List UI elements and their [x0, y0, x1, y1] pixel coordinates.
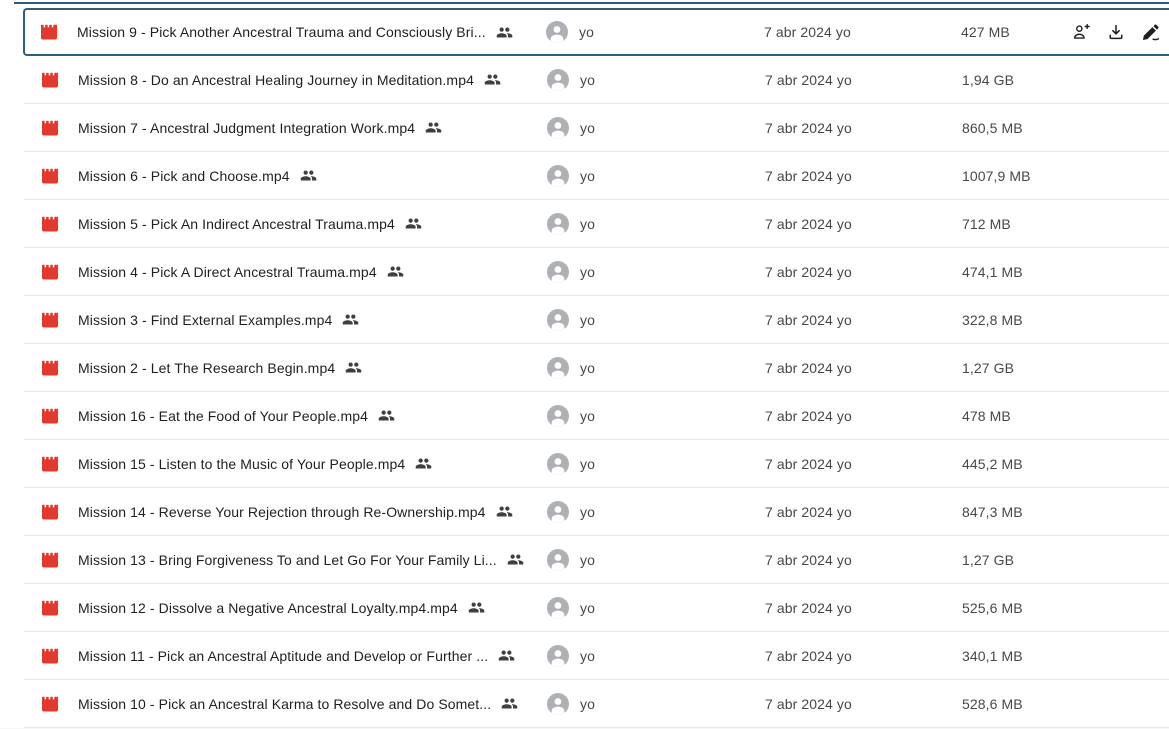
shared-people-icon [387, 263, 404, 280]
video-file-icon [42, 600, 78, 616]
file-name[interactable]: Mission 10 - Pick an Ancestral Karma to Resolve and Do Somet... [78, 695, 492, 712]
modified-label: 7 abr 2024 yo [765, 455, 852, 472]
modified-label: 7 abr 2024 yo [765, 551, 852, 568]
modified-label: 7 abr 2024 yo [764, 24, 851, 40]
file-name[interactable]: Mission 14 - Reverse Your Rejection through Re-Ownership.mp4 [78, 503, 486, 520]
shared-people-icon [342, 311, 359, 328]
size-label: 1,27 GB [962, 551, 1015, 568]
owner-cell [547, 597, 765, 619]
owner-cell [547, 165, 765, 187]
file-row[interactable] [24, 680, 1169, 728]
file-row[interactable] [24, 488, 1169, 536]
file-row[interactable] [24, 104, 1169, 152]
owner-cell [547, 405, 765, 427]
size-label: 474,1 MB [962, 263, 1023, 280]
avatar-person-icon [547, 453, 569, 475]
avatar-person-icon [547, 693, 569, 715]
modified-label: 7 abr 2024 yo [765, 71, 852, 88]
size-label: 1007,9 MB [962, 167, 1031, 184]
modified-label: 7 abr 2024 yo [765, 263, 852, 280]
size-label: 525,6 MB [962, 599, 1023, 616]
file-name-cell [78, 71, 547, 88]
file-name[interactable]: Mission 5 - Pick An Indirect Ancestral Trauma.mp4 [78, 215, 395, 232]
owner-label: yo [580, 551, 595, 568]
size-label: 860,5 MB [962, 119, 1023, 136]
owner-label: yo [580, 455, 595, 472]
size-label: 478 MB [962, 407, 1011, 424]
owner-label: yo [580, 119, 595, 136]
file-row[interactable] [24, 392, 1169, 440]
owner-label: yo [580, 647, 595, 664]
file-name-cell [77, 24, 546, 41]
video-file-icon [42, 552, 78, 568]
modified-label: 7 abr 2024 yo [765, 695, 852, 712]
file-row[interactable] [24, 536, 1169, 584]
owner-cell [547, 309, 765, 331]
video-file-icon [42, 504, 78, 520]
shared-people-icon [405, 215, 422, 232]
avatar-person-icon [547, 213, 569, 235]
file-row[interactable] [24, 584, 1169, 632]
video-file-icon [42, 264, 78, 280]
shared-people-icon [496, 24, 513, 41]
file-row[interactable] [24, 632, 1169, 680]
shared-people-icon [496, 503, 513, 520]
video-file-icon [42, 312, 78, 328]
file-name-cell [78, 407, 547, 424]
file-row[interactable] [24, 56, 1169, 104]
file-name[interactable]: Mission 4 - Pick A Direct Ancestral Trauma.mp4 [78, 263, 377, 280]
file-name-cell [78, 119, 547, 136]
pen-icon [1141, 22, 1161, 42]
avatar-person-icon [547, 69, 569, 91]
owner-cell [547, 261, 765, 283]
file-name[interactable]: Mission 7 - Ancestral Judgment Integration Work.mp4 [78, 119, 416, 136]
modified-label: 7 abr 2024 yo [765, 215, 852, 232]
owner-label: yo [580, 167, 595, 184]
size-label: 1,94 GB [962, 71, 1015, 88]
file-name[interactable]: Mission 11 - Pick an Ancestral Aptitude and Develop or Further ... [78, 647, 489, 664]
video-file-icon [42, 648, 78, 664]
shared-people-icon [378, 407, 395, 424]
owner-cell [547, 213, 765, 235]
shared-people-icon [468, 599, 485, 616]
owner-label: yo [580, 503, 595, 520]
person-add-icon [1071, 22, 1091, 42]
owner-label: yo [580, 311, 595, 328]
video-file-icon [42, 408, 78, 424]
size-label: 1,27 GB [962, 359, 1015, 376]
file-row[interactable] [24, 248, 1169, 296]
modified-label: 7 abr 2024 yo [765, 359, 852, 376]
avatar-person-icon [547, 597, 569, 619]
file-name-cell [78, 263, 547, 280]
owner-cell [547, 117, 765, 139]
owner-label: yo [579, 24, 594, 40]
video-file-icon [42, 168, 78, 184]
avatar-person-icon [547, 549, 569, 571]
owner-label: yo [580, 407, 595, 424]
size-label: 712 MB [962, 215, 1011, 232]
owner-cell [547, 645, 765, 667]
file-name-cell [78, 359, 547, 376]
owner-label: yo [580, 695, 595, 712]
video-file-icon [42, 360, 78, 376]
avatar-person-icon [547, 501, 569, 523]
shared-people-icon [498, 647, 515, 664]
share-button[interactable] [1071, 22, 1091, 42]
download-button[interactable] [1106, 22, 1126, 42]
size-label: 847,3 MB [962, 503, 1023, 520]
file-name-cell [78, 695, 547, 712]
video-file-icon [42, 72, 78, 88]
file-name[interactable]: Mission 8 - Do an Ancestral Healing Journey in Meditation.mp4 [78, 71, 474, 88]
owner-cell [547, 693, 765, 715]
owner-label: yo [580, 71, 595, 88]
file-name[interactable]: Mission 15 - Listen to the Music of Your People.mp4 [78, 455, 406, 472]
file-row[interactable] [24, 296, 1169, 344]
avatar-person-icon [546, 21, 568, 43]
owner-label: yo [580, 263, 595, 280]
file-row[interactable] [24, 344, 1169, 392]
avatar-person-icon [547, 261, 569, 283]
file-list [0, 8, 1169, 728]
shared-people-icon [425, 119, 442, 136]
file-name[interactable]: Mission 3 - Find External Examples.mp4 [78, 311, 333, 328]
file-name-cell [78, 599, 547, 616]
video-file-icon [42, 216, 78, 232]
video-file-icon [42, 120, 78, 136]
shared-people-icon [345, 359, 362, 376]
shared-people-icon [415, 455, 432, 472]
owner-label: yo [580, 215, 595, 232]
owner-cell [547, 549, 765, 571]
partial-selection-border-above [14, 2, 1169, 4]
file-name-cell [78, 551, 547, 568]
shared-people-icon [300, 167, 317, 184]
owner-cell [547, 357, 765, 379]
shared-people-icon [507, 551, 524, 568]
modified-label: 7 abr 2024 yo [765, 503, 852, 520]
modified-label: 7 abr 2024 yo [765, 647, 852, 664]
file-name-cell [78, 503, 547, 520]
shared-people-icon [484, 71, 501, 88]
file-name[interactable]: Mission 9 - Pick Another Ancestral Trauma and Consciously Bri... [77, 24, 486, 40]
file-row[interactable] [24, 440, 1169, 488]
size-label: 528,6 MB [962, 695, 1023, 712]
file-name-cell [78, 311, 547, 328]
video-file-icon [42, 456, 78, 472]
modified-label: 7 abr 2024 yo [765, 599, 852, 616]
file-name[interactable]: Mission 16 - Eat the Food of Your People.mp4 [78, 407, 369, 424]
avatar-person-icon [547, 117, 569, 139]
file-name[interactable]: Mission 13 - Bring Forgiveness To and Let Go For Your Family Li... [78, 551, 497, 568]
video-file-icon [42, 696, 78, 712]
file-name[interactable]: Mission 2 - Let The Research Begin.mp4 [78, 359, 336, 376]
file-name[interactable]: Mission 12 - Dissolve a Negative Ancestral Loyalty.mp4.mp4 [78, 599, 458, 616]
modified-label: 7 abr 2024 yo [765, 407, 852, 424]
size-label: 322,8 MB [962, 311, 1023, 328]
file-name-cell [78, 647, 547, 664]
avatar-person-icon [547, 645, 569, 667]
size-label: 340,1 MB [962, 647, 1023, 664]
size-label: 445,2 MB [962, 455, 1023, 472]
avatar-person-icon [547, 405, 569, 427]
owner-label: yo [580, 599, 595, 616]
owner-cell [546, 21, 764, 43]
owner-label: yo [580, 359, 595, 376]
file-name[interactable]: Mission 6 - Pick and Choose.mp4 [78, 167, 290, 184]
download-icon [1106, 22, 1126, 42]
video-file-icon [41, 24, 77, 40]
modified-label: 7 abr 2024 yo [765, 167, 852, 184]
rename-button[interactable] [1141, 22, 1161, 42]
size-label: 427 MB [961, 24, 1010, 40]
avatar-person-icon [547, 357, 569, 379]
modified-label: 7 abr 2024 yo [765, 311, 852, 328]
shared-people-icon [501, 695, 518, 712]
modified-label: 7 abr 2024 yo [765, 119, 852, 136]
file-name-cell [78, 215, 547, 232]
owner-cell [547, 69, 765, 91]
file-name-cell [78, 455, 547, 472]
owner-cell [547, 501, 765, 523]
file-row[interactable] [24, 152, 1169, 200]
file-row[interactable] [23, 8, 1169, 56]
row-actions [1071, 22, 1169, 42]
owner-cell [547, 453, 765, 475]
avatar-person-icon [547, 309, 569, 331]
file-name-cell [78, 167, 547, 184]
file-row[interactable] [24, 200, 1169, 248]
avatar-person-icon [547, 165, 569, 187]
